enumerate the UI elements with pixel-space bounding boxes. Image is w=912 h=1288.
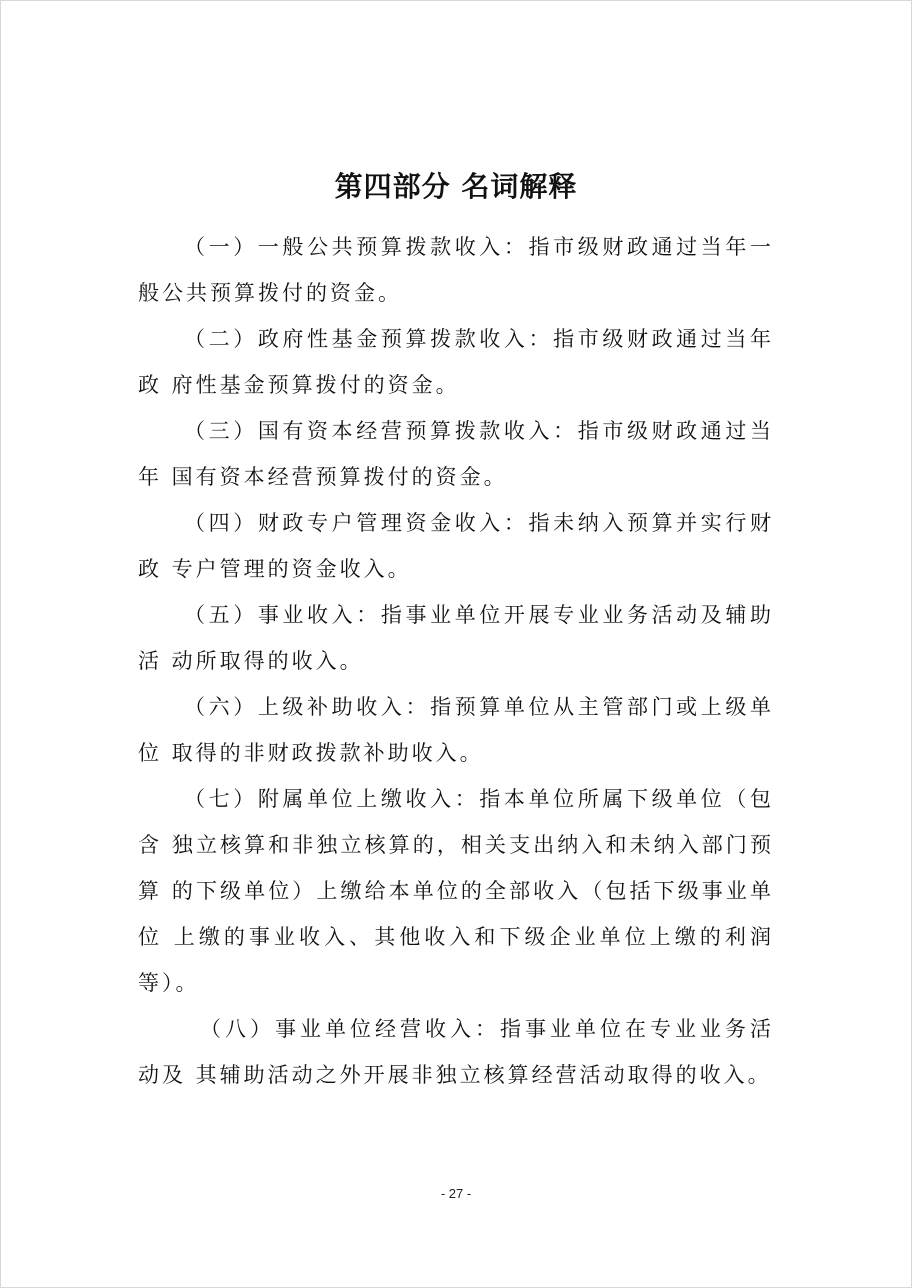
glossary-item-5: （五）事业收入：指事业单位开展专业业务活动及辅助活 动所取得的收入。 (138, 603, 774, 673)
glossary-item-1: （一）一般公共预算拨款收入：指市级财政通过当年一般公共预算拨付的资金。 (138, 235, 774, 305)
glossary-item-3: （三）国有资本经营预算拨款收入：指市级财政通过当年 国有资本经营预算拨付的资金。 (138, 419, 774, 489)
glossary-item-6: （六）上级补助收入：指预算单位从主管部门或上级单位 取得的非财政拨款补助收入。 (138, 695, 774, 765)
glossary-body (138, 224, 774, 1098)
glossary-item-2: （二）政府性基金预算拨款收入：指市级财政通过当年政 府性基金预算拨付的资金。 (138, 327, 774, 397)
glossary-item-7: （七）附属单位上缴收入：指本单位所属下级单位（包含 独立核算和非独立核算的，相关支出纳入和未纳入部门预算 的下级单位）上缴给本单位的全部收入（包括下级事业单位 上缴的事业收入、其他收入和下级企业单位上缴的利润等）。 (138, 787, 774, 995)
page-number: - 27 - (440, 1186, 472, 1201)
glossary-item-8: （八）事业单位经营收入：指事业单位在专业业务活动及 其辅助活动之外开展非独立核算经营活动取得的收入。 (138, 1017, 774, 1087)
glossary-item-4: （四）财政专户管理资金收入：指未纳入预算并实行财政 专户管理的资金收入。 (138, 511, 774, 581)
page-title: 第四部分 名词解释 (334, 169, 578, 203)
